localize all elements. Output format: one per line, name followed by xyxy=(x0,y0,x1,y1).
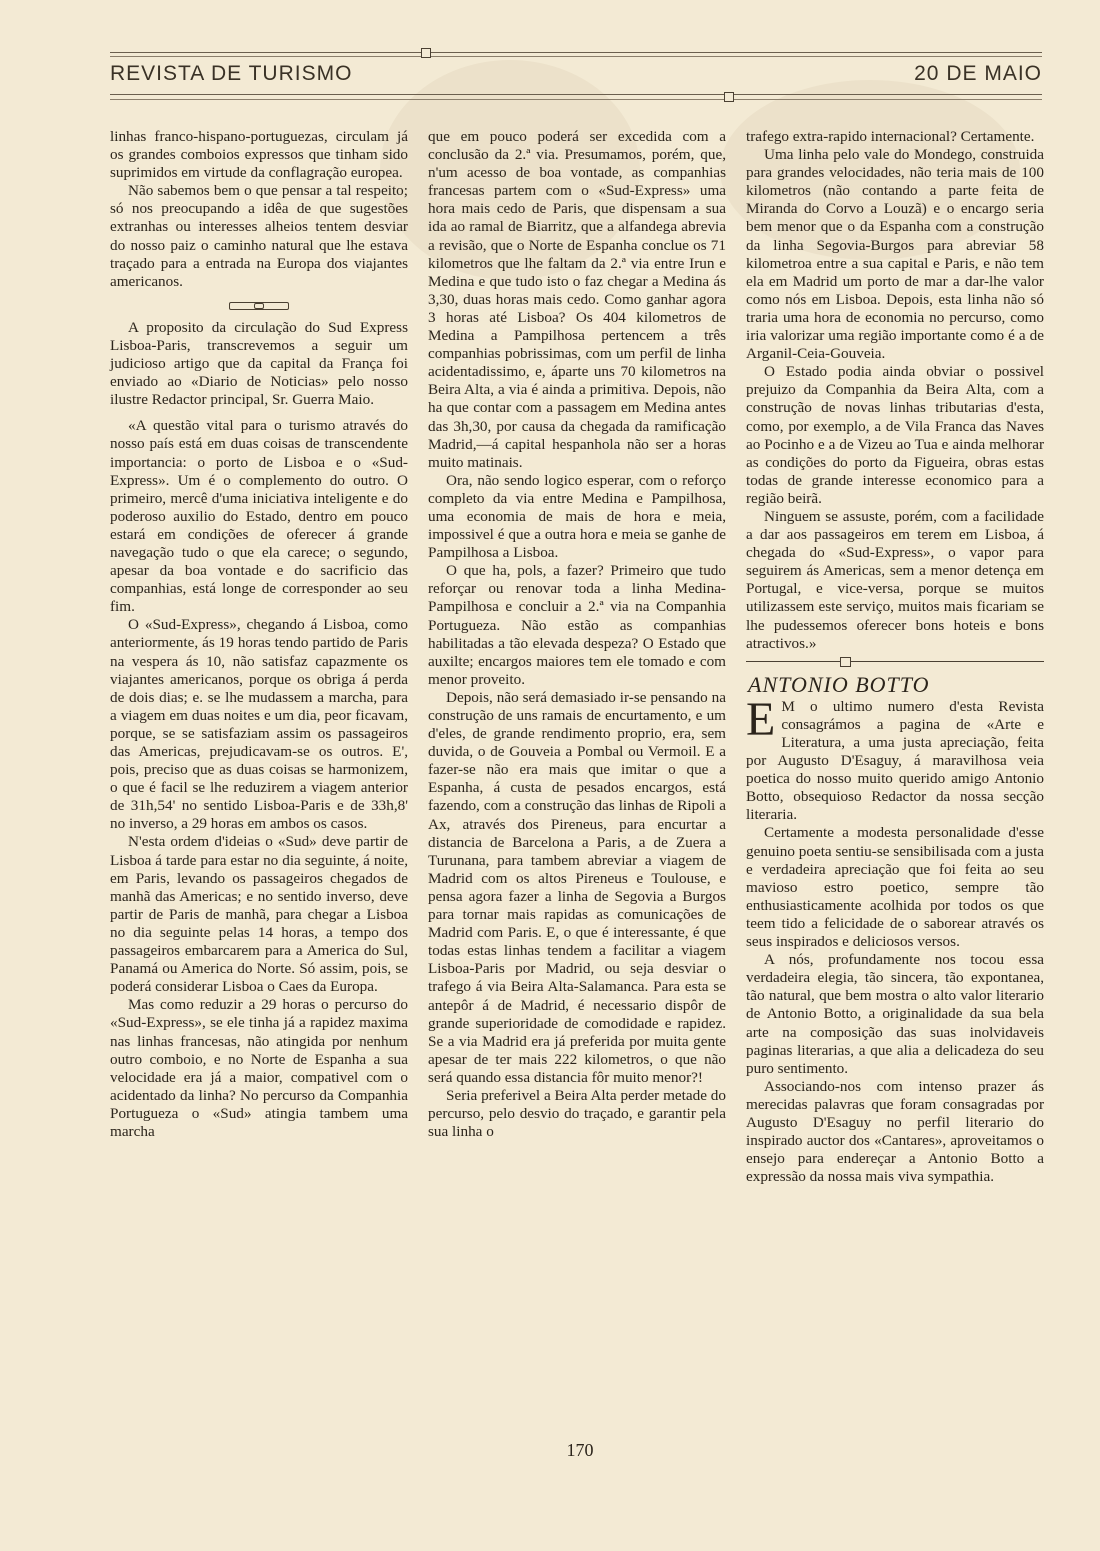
ornament-box xyxy=(840,657,851,667)
ornament-box xyxy=(724,92,734,102)
page-number: 170 xyxy=(566,1440,594,1460)
paragraph: N'esta ordem d'ideias o «Sud» deve partir de Lisboa á tarde para estar no dia seguinte, á noite, em Paris, levando os passageiros chegados de manhã das Americas; e no sentido inverso, deve partir de Paris de manhã, para chegar a Lisboa no dia seguinte pelas 14 horas, a tempo dos passageiros embarcarem para a America do Sul, Panamá ou America do Norte. Só assim, pois, se poderá considerar Lisboa o Caes da Europa. xyxy=(110,833,408,996)
paragraph: que em pouco poderá ser excedida com a conclusão da 2.ª via. Presumamos, porém, que, n'um acesso de boa vontade, as companhias francesas partem com o «Sud-Express» uma hora mais cedo de Paris, que dispensam a sua ida ao ramal de Biarritz, que a alfandega abrevia a revisão, que o Norte de Espanha conclue os 71 kilometros que lhe faltam da 2.ª via entre Irun e Medina e que tudo isto o faz chegar a Medina ás 3,30, duas horas mais cedo. Como ganhar agora 3 horas até Lisboa? Os 404 kilometros de Medina a Pampilhosa pertencem a três companhias pobrissimas, com um perfil de linha acidentadissimo, e, áparte uns 70 kilometros na Beira Alta, a via é ainda a primitiva. Depois, não ha que contar com a passagem em Medina antes das 3h,30, por causa da chegada da ramificação Madrid,—á capital hespanhola não ser a horas muito matinais. xyxy=(428,128,726,471)
drop-cap: E xyxy=(746,692,776,746)
article-title: ANTONIO BOTTO xyxy=(748,671,930,697)
article-divider xyxy=(746,661,1044,672)
paragraph: Certamente a modesta personalidade d'esse genuino poeta sentiu-se sensibilisada com a justa e verdadeira apreciação que foi feita ao seu mavioso estro poetico, sempre tão enthusiasticamente acolhida por todos os que teem tido a felicidade de o saborear através os seus inspirados e deliciosos versos. xyxy=(746,824,1044,951)
top-rule xyxy=(110,52,1042,53)
top-rule-thin xyxy=(110,56,1042,57)
column-2 xyxy=(428,128,726,1141)
masthead-title: REVISTA DE TURISMO xyxy=(110,62,353,85)
paragraph: linhas franco-hispano-portuguezas, circulam já os grandes comboios expressos que tinham sido suprimidos em virtude da conflagração europea. xyxy=(110,128,408,182)
paragraph: Ninguem se assuste, porém, com a facilidade a dar aos passageiros em terem em Lisboa, á chegada do «Sud-Express», o vapor para seguirem ás Americas, sem a menor detença em Portugal, e vice-versa, porque se muitos utilizassem este serviço, muitos mais ficariam se lhe pudessemos oferecer bons hoteis e bons atractivos.» xyxy=(746,507,1044,652)
paragraph: Não sabemos bem o que pensar a tal respeito; só nos preocupando a idêa de que sugestões extranhas ou interesses alheios tentem desviar do nosso paiz o caminho natural que lhe estava traçado para a entrada na Europa dos viajantes americanos. xyxy=(110,182,408,290)
column-1 xyxy=(110,128,408,1141)
paragraph: Depois, não será demasiado ir-se pensando na construção de uns ramais de encurtamento, e um d'eles, de grande rendimento proprio, era, sem duvida, o de Gouveia a Pombal ou Vermoil. E a fazer-se não era mais que imitar o que a Espanha, á custa de pesados encargos, está fazendo, com a construção das linhas de Ripoli a Ax, através dos Pireneus, para encurtar a distancia de Barcelona a Paris, a de Zuera a Turunana, para tambem abreviar a viagem de Madrid com os altos Pireneus e Toulouse, e pensa agora fazer a linha de Segovia a Burgos para tornar mais rapidas as comunicações de Madrid com Paris. E, o que é interessante, é que todas estas linhas tendem a facilitar a viagem Lisboa-Paris por Madrid, ou seja desviar o trafego á via Beira Alta-Salamanca. Para esta se antepôr á de Madrid, é necessario dispôr de grande superioridade de comodidade e rapidez. Se a via Madrid era já preferida por muita gente apesar de ter mais 222 kilometros, o que não será quando essa distancia fôr muito menor?! xyxy=(428,688,726,1086)
lead-text: M o ultimo numero d'esta Revista consagrámos a pagina de «Arte e Literatura, a uma justa apreciação, feita por Augusto D'Esaguy, á maravilhosa veia poetica do nosso muito querido amigo Antonio Botto, obsequioso Redactor da nossa secção literaria. xyxy=(746,697,1044,824)
paragraph: O Estado podia ainda obviar o possivel prejuizo da Companhia da Beira Alta, com a construção de novas linhas tributarias d'esta, como, por exemplo, a de Vila Franca das Naves ao Pocinho e a de Vizeu ao Tua e ainda melhorar as condições do porto da Figueira, obras estas todas de grande interesse economico para a região beirã. xyxy=(746,363,1044,507)
paragraph: trafego extra-rapido internacional? Certamente. xyxy=(746,128,1035,145)
issue-date: 20 DE MAIO xyxy=(914,62,1042,85)
paragraph: Uma linha pelo vale do Mondego, construida para grandes velocidades, não teria mais de 100 kilometros (não contando a parte feita de Miranda do Corvo a Louzã) e o encargo seria bem menor que o da Espanha com a construção da linha Segovia-Burgos para abreviar 58 kilometroa entre a sua capital e Paris, e não tem ela em Madrid um porto de mar a dar-lhe valor como nós em Lisboa. Depois, esta linha não só traria uma hora de economia no percurso, como iria valorizar uma região importante como é a de Arganil-Ceia-Gouveia. xyxy=(746,146,1044,363)
paragraph: «A questão vital para o turismo através do nosso país está em duas coisas de transcendente importancia: o porto de Lisboa e o «Sud-Express». Um é o complemento do outro. O primeiro, mercê d'uma iniciativa inteligente e do poderoso auxilio do Estado, dentro em pouco estará em condições de oferecer á grande navegação tudo o que ela carece; o segundo, apesar da boa vontade e do sacrificio das companhias, está longe de corresponder ao seu fim. xyxy=(110,417,408,616)
paragraph: Ora, não sendo logico esperar, com o reforço completo da via entre Medina e Pampilhosa, uma economia de mais de hora e meia, impossivel é que a outra hora e meia se ganhe de Pampilhosa a Lisboa. xyxy=(428,471,726,562)
ornament-box xyxy=(421,48,431,58)
header-rule-thin xyxy=(110,99,1042,100)
paragraph: O «Sud-Express», chegando á Lisboa, como anteriormente, ás 19 horas tendo partido de Paris na vespera ás 10, não satisfaz capazmente os viajantes americanos, porque os obriga á perda de dois dias; e. se lhe mudassem a marcha, para a viagem em duas noites e um dia, peor ficavam, porque, se se satisfaziam assim os passageiros das Americas, prejudicavam-se os outros. E', pois, preciso que as duas coisas se harmonizem, o que é facil se lhe reduzirem a viagem anterior de 31h,54' no sentido Lisboa-Paris e de 33h,8' no inverso, a 29 horas em ambos os casos. xyxy=(110,616,408,833)
paragraph: A nós, profundamente nos tocou essa verdadeira elegia, tão sincera, tão expontanea, tão natural, que bem mostra o alto valor literario de Antonio Botto, a originalidade da sua bela arte na composição das suas inolvidaveis paginas literarias, a que alia a delicadeza do seu puro sentimento. xyxy=(746,951,1044,1077)
column-3 xyxy=(746,128,1044,1186)
paragraph: Seria preferivel a Beira Alta perder metade do percurso, pelo desvio do traçado, e garantir pela sua linha o xyxy=(428,1086,726,1141)
paragraph: A proposito da circulação do Sud Express Lisboa-Paris, transcrevemos a seguir um judicioso artigo que da capital da França foi enviado ao «Diario de Noticias» pelo nosso ilustre Redactor principal, Sr. Guerra Maio. xyxy=(110,318,408,409)
paragraph: Associando-nos com intenso prazer ás merecidas palavras que foram consagradas por Augusto D'Esaguy no perfil literario do inspirado auctor dos «Cantares», aproveitamos o ensejo para endereçar a Antonio Botto a expressão da nossa mais viva sympathia. xyxy=(746,1077,1044,1186)
header-rule xyxy=(110,94,1042,95)
paragraph: Mas como reduzir a 29 horas o percurso do «Sud-Express», se ele tinha já a rapidez maxima nas linhas francesas, não atingida por nenhum outro comboio, e no Norte de Espanha a sua velocidade era já a maior, compativel com o acidentado da linha? No percurso da Companhia Portugueza o «Sud» atingia tambem uma marcha xyxy=(110,996,408,1140)
paragraph: O que ha, pols, a fazer? Primeiro que tudo reforçar ou renovar toda a linha Medina-Pampilhosa e concluir a 2.ª via na Companhia Portugueza. Não estão as companhias habilitadas a tão elevada despeza? O Estado que auxilte; encargos maiores tem ele tomado e com menor proveito. xyxy=(428,562,726,688)
section-separator xyxy=(110,297,408,307)
article-lead xyxy=(746,692,1044,825)
